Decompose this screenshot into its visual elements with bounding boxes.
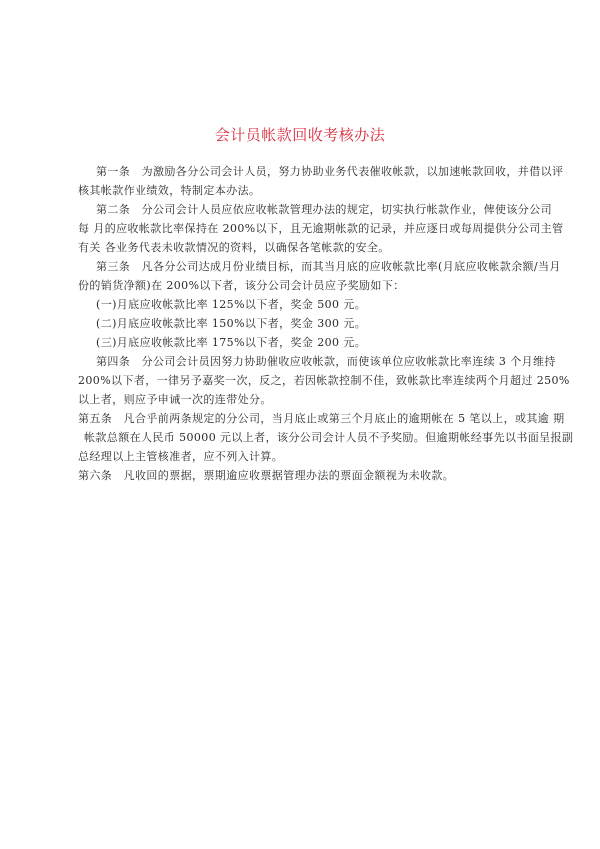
article-5-line-1: 第五条 凡合乎前两条规定的分公司，当月底止或第三个月底止的逾期帐在 5 笔以上，或其逾 期 xyxy=(78,412,565,425)
article-3-item-2: (二)月底应收帐款比率 150%以下者，奖金 300 元。 xyxy=(96,317,367,330)
article-2-line-3: 有关 各业务代表未收款情况的资料，以确保各笔帐款的安全。 xyxy=(78,241,390,254)
article-1-line-1: 第一条 为激励各分公司会计人员，努力协助业务代表催收帐款，以加速帐款回收，并借以评 xyxy=(96,165,564,178)
article-1-line-2: 核其帐款作业绩效，特制定本办法。 xyxy=(78,184,261,197)
article-3-item-3: (三)月底应收帐款比率 175%以下者，奖金 200 元。 xyxy=(96,336,367,349)
article-2-line-1: 第二条 分公司会计人员应依应收帐款管理办法的规定，切实执行帐款作业，俾使该分公司 xyxy=(96,203,552,216)
article-3-item-1: (一)月底应收帐款比率 125%以下者，奖金 500 元。 xyxy=(96,298,367,311)
article-2-line-2: 每 月的应收帐款比率保持在 200%以下，且无逾期帐款的记录，并应逐日或每周提供分公司主管 xyxy=(78,222,564,235)
article-5-line-2: 帐款总额在人民币 50000 元以上者，该分公司会计人员不予奖励。但逾期帐经事先以书面呈报副 xyxy=(84,431,574,444)
article-4-line-2: 200%以下者，一律另予嘉奖一次，反之，若因帐款控制不佳，致帐款比率连续两个月超过 250% xyxy=(78,374,570,387)
article-3-line-2: 份的销货净额)在 200%以下者，该分公司会计员应予奖励如下： xyxy=(78,279,405,292)
article-6-line-1: 第六条 凡收回的票据，票期逾应收票据管理办法的票面金额视为未收款。 xyxy=(78,469,455,482)
article-5-line-3: 总经理以上主管核准者，应不列入计算。 xyxy=(78,450,284,463)
article-4-line-3: 以上者，则应予申诫一次的连带处分。 xyxy=(78,393,272,406)
article-3-line-1: 第三条 凡各分公司达成月份业绩目标，而其当月底的应收帐款比率(月底应收帐款余额/当月 xyxy=(96,260,561,273)
article-4-line-1: 第四条 分公司会计员因努力协助催收应收帐款，而使该单位应收帐款比率连续 3 个月维持 xyxy=(96,355,556,368)
document-title: 会计员帐款回收考核办法 xyxy=(214,126,386,144)
